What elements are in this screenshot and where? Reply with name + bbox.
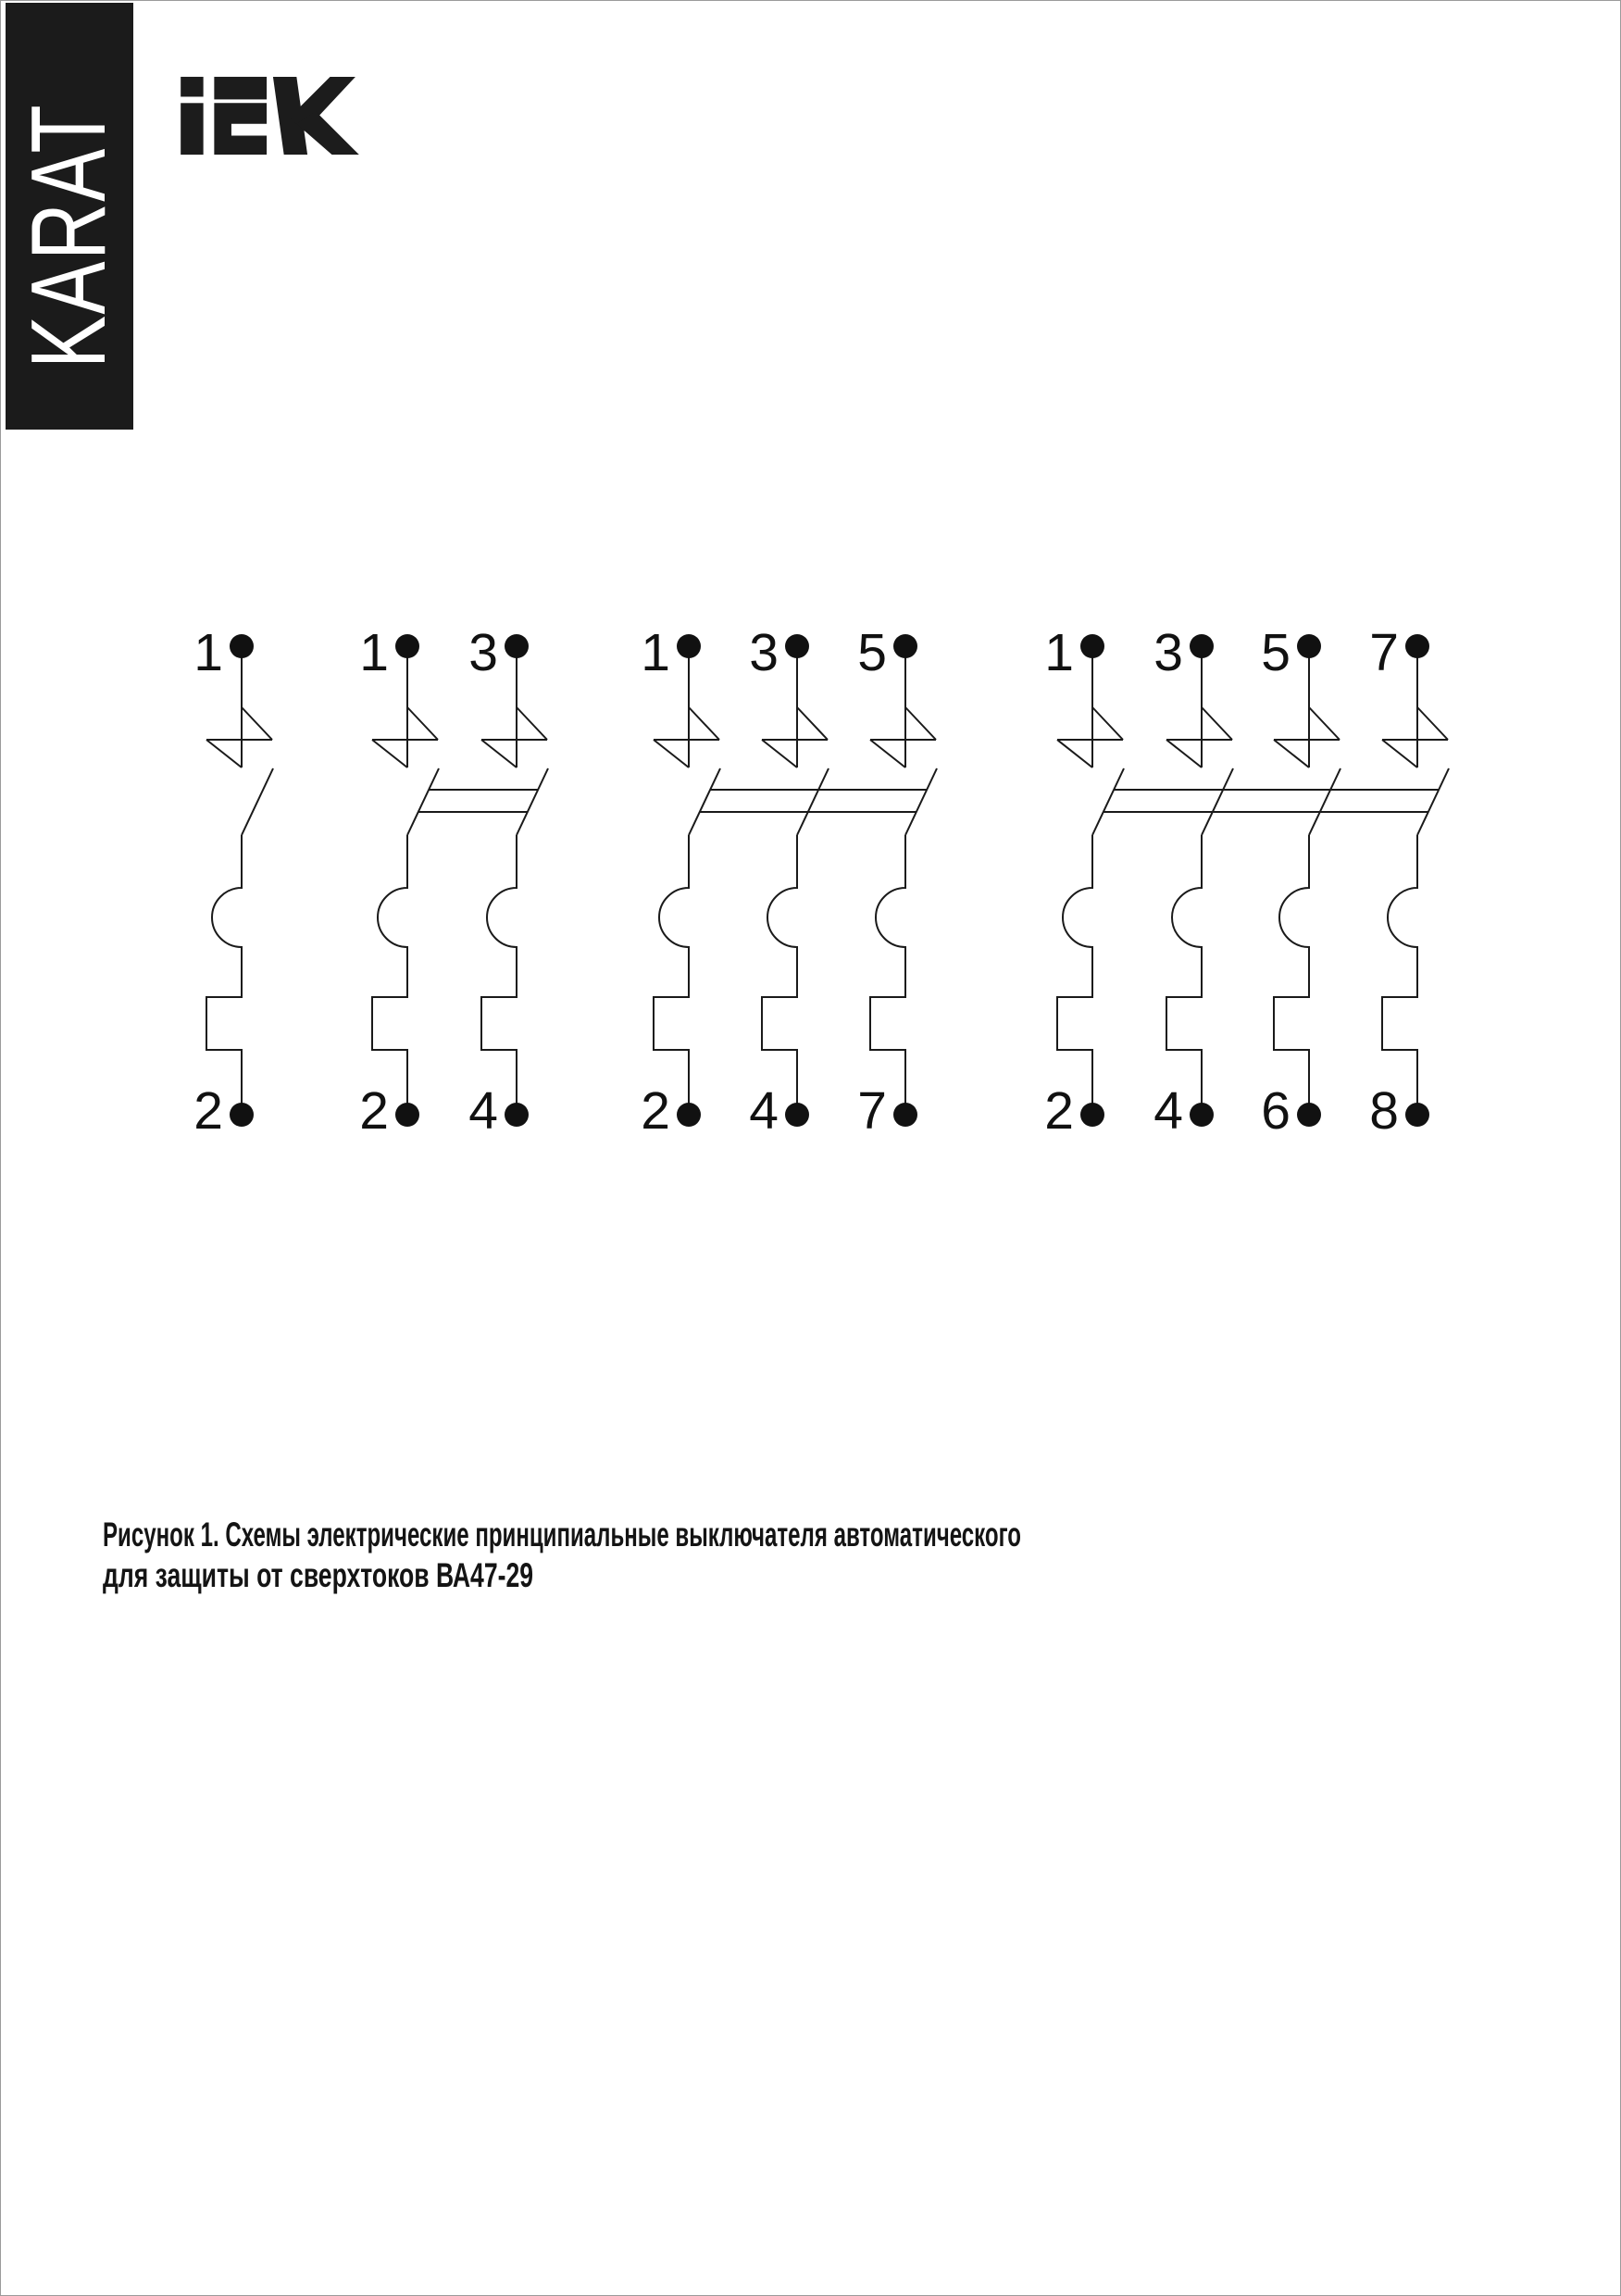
- bottom-terminal-dot: [1405, 1103, 1429, 1127]
- top-terminal-label: 1: [193, 623, 223, 682]
- top-terminal-label: 1: [1044, 623, 1074, 682]
- mechanical-linkage-lines: [418, 790, 538, 812]
- top-terminal-dot: [1190, 634, 1214, 658]
- top-terminal-dot: [1080, 634, 1104, 658]
- figure-caption-line-2: для защиты от сверхтоков ВА47-29: [103, 1556, 533, 1594]
- breaker-pole-path: [481, 646, 548, 1115]
- top-terminal-label: 3: [1153, 623, 1183, 682]
- breaker-pole-path: [1166, 646, 1233, 1115]
- bottom-terminal-label: 2: [641, 1081, 670, 1141]
- top-terminal-dot: [893, 634, 917, 658]
- karat-brand-label: KARAT: [10, 103, 128, 368]
- bottom-terminal-dot: [1297, 1103, 1321, 1127]
- bottom-terminal-dot: [677, 1103, 701, 1127]
- bottom-terminal-label: 4: [1153, 1081, 1183, 1141]
- breaker-pole-path: [762, 646, 829, 1115]
- top-terminal-label: 5: [857, 623, 887, 682]
- top-terminal-label: 1: [641, 623, 670, 682]
- breaker-pole-path: [206, 646, 273, 1115]
- top-terminal-dot: [1405, 634, 1429, 658]
- top-terminal-label: 7: [1369, 623, 1399, 682]
- top-terminal-label: 3: [749, 623, 779, 682]
- bottom-terminal-dot: [1080, 1103, 1104, 1127]
- figure-caption-line-1: Рисунок 1. Схемы электрические принципиальные выключателя автоматического: [103, 1516, 1021, 1554]
- bottom-terminal-label: 8: [1369, 1081, 1399, 1141]
- bottom-terminal-dot: [893, 1103, 917, 1127]
- bottom-terminal-label: 4: [468, 1081, 498, 1141]
- top-terminal-dot: [505, 634, 529, 658]
- figure-schematics: [1, 1, 1621, 2296]
- breaker-pole-path: [1274, 646, 1340, 1115]
- bottom-terminal-label: 7: [857, 1081, 887, 1141]
- top-terminal-dot: [395, 634, 419, 658]
- top-terminal-dot: [230, 634, 254, 658]
- bottom-terminal-label: 2: [1044, 1081, 1074, 1141]
- bottom-terminal-dot: [230, 1103, 254, 1127]
- breaker-pole-path: [1382, 646, 1449, 1115]
- top-terminal-dot: [677, 634, 701, 658]
- breaker-pole-path: [372, 646, 439, 1115]
- bottom-terminal-label: 2: [359, 1081, 389, 1141]
- top-terminal-label: 1: [359, 623, 389, 682]
- bottom-terminal-label: 4: [749, 1081, 779, 1141]
- bottom-terminal-dot: [395, 1103, 419, 1127]
- schematic-root: [103, 623, 1449, 1594]
- bottom-terminal-dot: [505, 1103, 529, 1127]
- breaker-pole-path: [870, 646, 937, 1115]
- bottom-terminal-label: 2: [193, 1081, 223, 1141]
- breaker-pole-path: [654, 646, 720, 1115]
- bottom-terminal-dot: [1190, 1103, 1214, 1127]
- top-terminal-dot: [1297, 634, 1321, 658]
- top-terminal-label: 3: [468, 623, 498, 682]
- top-terminal-label: 5: [1261, 623, 1291, 682]
- bottom-terminal-dot: [785, 1103, 809, 1127]
- bottom-terminal-label: 6: [1261, 1081, 1291, 1141]
- top-terminal-dot: [785, 634, 809, 658]
- mechanical-linkage-lines: [1104, 790, 1439, 812]
- breaker-pole-path: [1057, 646, 1124, 1115]
